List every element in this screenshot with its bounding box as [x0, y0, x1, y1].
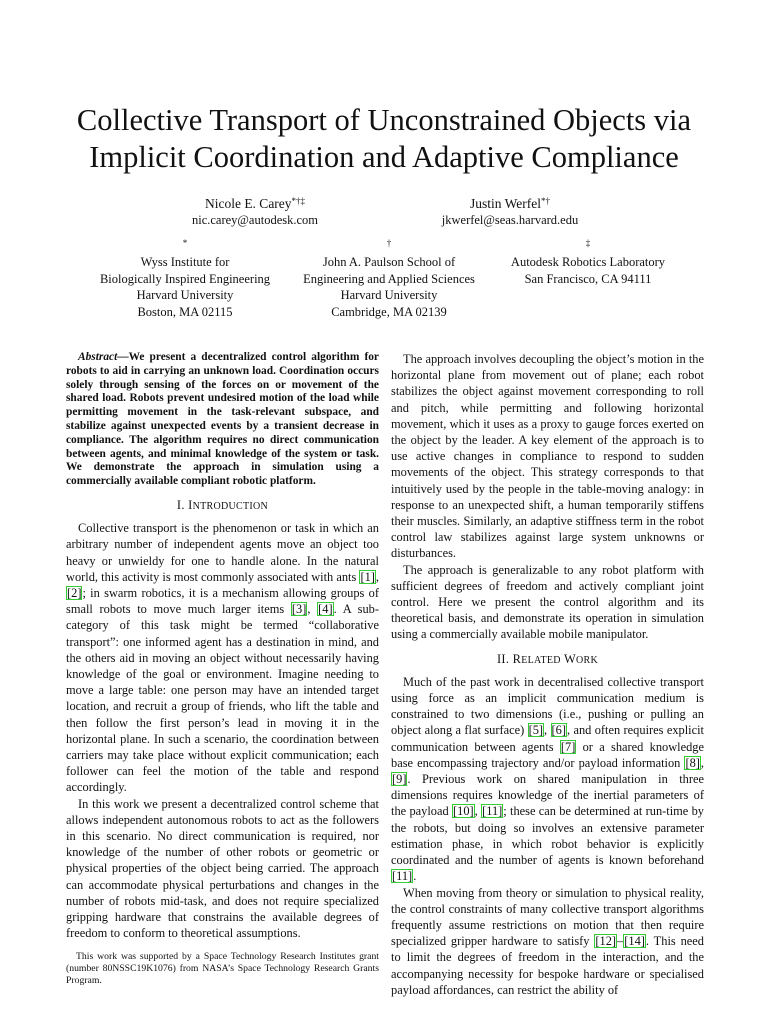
intro-paragraph-3: The approach involves decoupling the object’s motion in the horizontal plane from movement out of plane; each robot stabilizes the object against movement corresponding to roll and pitch, while permitting and following horizontal movement, which it uses as a proxy to gauge forces exerted on the object by the leader. A key element of the approach is to use active changes in compliance to respond to sudden movements of the object. This strategy corresponds to that intuitively used by the people in the table-moving analogy: in response to an unexpected shift, a human temporarily stiffens their muscles. Similarly, an adaptive stiffness term in the robot control law stabilizes against large system unknowns or disturbances. — [391, 352, 704, 561]
affiliation-line: Engineering and Applied Sciences — [303, 271, 475, 286]
paper-title — [40, 102, 728, 176]
citation-link[interactable]: [6] — [551, 723, 566, 738]
affiliation-line: † John A. Paulson School of — [322, 238, 456, 270]
author-block-carey — [170, 195, 340, 229]
citation-link[interactable]: [2] — [67, 585, 82, 600]
funding-footnote: This work was supported by a Space Technology Research Institutes grant (number 80NSSC19K1076) from NASA’s Space Technology Research Grants Program. — [66, 951, 379, 986]
section-heading-introduction: I. INTRODUCTION — [176, 497, 269, 512]
citation-link[interactable]: [1] — [360, 569, 375, 584]
affiliation-line: Harvard University — [340, 288, 438, 303]
affiliation-autodesk — [498, 238, 678, 287]
affiliation-mark: † — [386, 238, 392, 248]
author-marks: *† — [541, 196, 551, 206]
citation-link[interactable]: [9] — [392, 772, 407, 787]
affiliation-line: San Francisco, CA 94111 — [524, 271, 652, 286]
related-paragraph-2: When moving from theory or simulation to physical reality, the control constraints of many collective transport algorithms frequently assume restrictions on motion that then require specialized gripper hardware to satisfy [12]–[14]. This need to limit the degrees of freedom in the interaction, and the accompanying necessity for bespoke hardware or specialised payload affordances, can restrict the ability of — [391, 885, 704, 997]
citation-link[interactable]: [8] — [685, 755, 700, 770]
affiliation-line: Harvard University — [136, 288, 234, 303]
author-marks: *†‡ — [291, 196, 306, 206]
affiliation-mark: ‡ — [585, 238, 591, 248]
abstract-label: Abstract — [78, 351, 118, 363]
author-name: Justin Werfel*† — [469, 196, 551, 211]
affiliation-line: Biologically Inspired Engineering — [99, 271, 271, 286]
citation-link[interactable]: [11] — [392, 869, 413, 884]
abstract — [66, 351, 379, 489]
intro-paragraph-1: Collective transport is the phenomenon or task in which an arbitrary number of independent agents move an object too heavy or unwieldy for one to handle alone. In the natural world, this activity is most commonly associated with ants [1], [2]; in swarm robotics, it is a mechanism allowing groups of small robots to move much larger items [3], [4]. A sub-category of this task might be termed “collaborative transport”: one informed agent has a destination in mind, and the others aid in moving an object without necessarily having knowledge of the goal or environment. Imagine needing to move a large table: one person may have an intended target location, and recruit a group of friends, who lift the table and then follow the first person’s lead in moving it in the horizontal plane. In such a scenario, the coordination between carriers may take place without explicit communication; each follower can feel the motion of the table and respond accordingly. — [66, 521, 379, 795]
related-paragraph-1: Much of the past work in decentralised collective transport using force as an implicit communication medium is constrained to two dimensions (i.e., pushing or pulling an object along a flat surface) [5], [6], and often requires explicit communication between agents [7] or a shared knowledge base encompassing trajectory and/or payload information [8], [9]. Previous work on shared manipulation in three dimensions requires knowledge of the inertial parameters of the payload [10], [11]; these can be determined at run-time by the robots, but doing so involves an extensive parameter estimation phase, in which robot behavior is explicitly coordinated and the number of agents is known beforehand [11]. — [391, 674, 705, 884]
citation-link[interactable]: [11] — [482, 804, 503, 819]
author-name: Nicole E. Carey*†‡ — [204, 196, 306, 211]
abstract-text: —We present a decentralized control algorithm for robots to aid in carrying an unknown load. Coordination occurs solely through sensing of the forces on or movement of the shared load. Robots prevent undesired motion of the load while permitting movement in the task-relevant subspace, and stabilize against unexpected events by a transient decrease in compliance. The algorithm requires no direct communication between agents, and minimal knowledge of the system or task. We demonstrate the approach in simulation using a commercially available compliant robotic platform. — [66, 351, 379, 488]
author-email: jkwerfel@seas.harvard.edu — [441, 213, 579, 227]
right-column — [391, 351, 704, 998]
author-email: nic.carey@autodesk.com — [191, 213, 319, 227]
section-heading-related-work: II. RELATED WORK — [496, 651, 598, 666]
affiliation-line: ‡ Autodesk Robotics Laboratory — [510, 238, 666, 270]
author-block-werfel — [425, 195, 595, 229]
citation-link[interactable]: [10] — [453, 804, 474, 819]
citation-link[interactable]: [3] — [291, 602, 307, 617]
affiliation-seas — [285, 238, 493, 320]
intro-paragraph-4: The approach is generalizable to any robot platform with sufficient degrees of freedom and actively compliant joint control. Here we present the control algorithm and its theoretical basis, and demonstrate its operation in simulation using a commercially available mobile manipulator. — [391, 562, 704, 642]
intro-paragraph-2: In this work we present a decentralized control scheme that allows independent autonomous robots to act as the followers in this scenario. No direct communication is required, nor knowledge of the number of other robots or geometric or physical properties of the object being carried. The approach can accommodate physical perturbations and changes in the number of robots mid-task, and does not require specialized gripping hardware that constrains the available degrees of freedom to conform to theoretical assumptions. — [66, 796, 379, 941]
affiliation-line: Cambridge, MA 02139 — [331, 304, 447, 319]
citation-link[interactable]: [5] — [528, 723, 544, 738]
citation-link[interactable]: [4] — [318, 602, 333, 617]
citation-link[interactable]: [7] — [560, 739, 576, 754]
left-column — [66, 351, 379, 986]
affiliation-wyss — [85, 238, 285, 320]
affiliation-mark: * — [182, 238, 188, 248]
citation-link[interactable]: [12] — [595, 934, 617, 949]
title-line-1: Collective Transport of Unconstrained Objects via — [76, 103, 692, 137]
title-line-2: Implicit Coordination and Adaptive Compliance — [89, 140, 679, 174]
citation-link[interactable]: [14] — [624, 934, 645, 949]
affiliation-line: * Wyss Institute for — [140, 238, 230, 270]
affiliation-line: Boston, MA 02115 — [137, 304, 233, 319]
